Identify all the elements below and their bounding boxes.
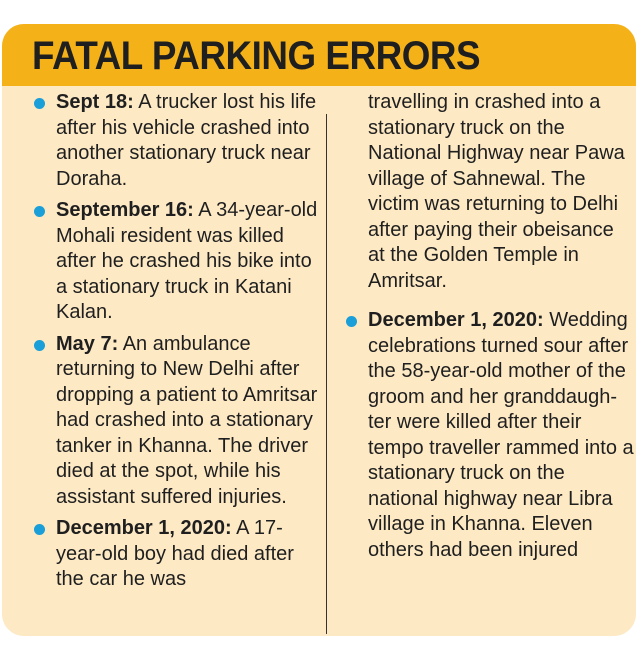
bullet-icon <box>34 206 45 217</box>
entry-date: Sept 18: <box>56 91 134 113</box>
header-bar <box>2 24 636 86</box>
right-column <box>342 90 634 569</box>
left-column <box>30 90 320 599</box>
list-item <box>342 308 634 563</box>
entry-date: May 7: <box>56 332 119 355</box>
entry-date: December 1, 2020: <box>56 517 232 539</box>
bullet-icon <box>34 98 45 109</box>
column-divider <box>326 114 327 634</box>
entry-continuation: travelling in crashed into a stationary truck on the National Highway near Pawa village of Sahnewal. The victim was returning to Delhi after paying their obeisance at the Golden Temple in Amritsar. <box>368 91 625 292</box>
entry-date: December 1, 2020: <box>368 309 544 331</box>
list-item <box>30 198 320 326</box>
list-item <box>30 332 320 511</box>
bullet-icon <box>34 524 45 535</box>
entry-text: A trucker lost his life after his vehicle crashed into another stationary truck near Doraha. <box>56 91 317 190</box>
box-title: FATAL PARKING ERRORS <box>32 34 481 78</box>
list-item <box>30 90 320 192</box>
bullet-icon <box>346 316 357 327</box>
entry-date: September 16: <box>56 199 194 221</box>
entry-text: A 34-year-old Mohali resident was killed after he crashed his bike into a stationary truck in Katani Kalan. <box>56 199 318 323</box>
info-box <box>2 24 636 636</box>
entry-text: A 17-year-old boy had died after the car he was <box>56 517 294 590</box>
list-item <box>30 516 320 593</box>
entry-text: An ambulance returning to New Delhi after dropping a patient to Amritsar had crashed into a stationary tanker in Khanna. The driver died at the spot, while his assistant suffered injuries. <box>56 332 318 508</box>
entry-text: Wedding celebrations turned sour after the 58-year-old mother of the groom and her granddaugh-ter were killed after their tempo traveller rammed into a stationary truck on the national highway near Libra village in Khanna. Eleven others had been injured <box>368 309 634 561</box>
bullet-icon <box>34 340 45 351</box>
